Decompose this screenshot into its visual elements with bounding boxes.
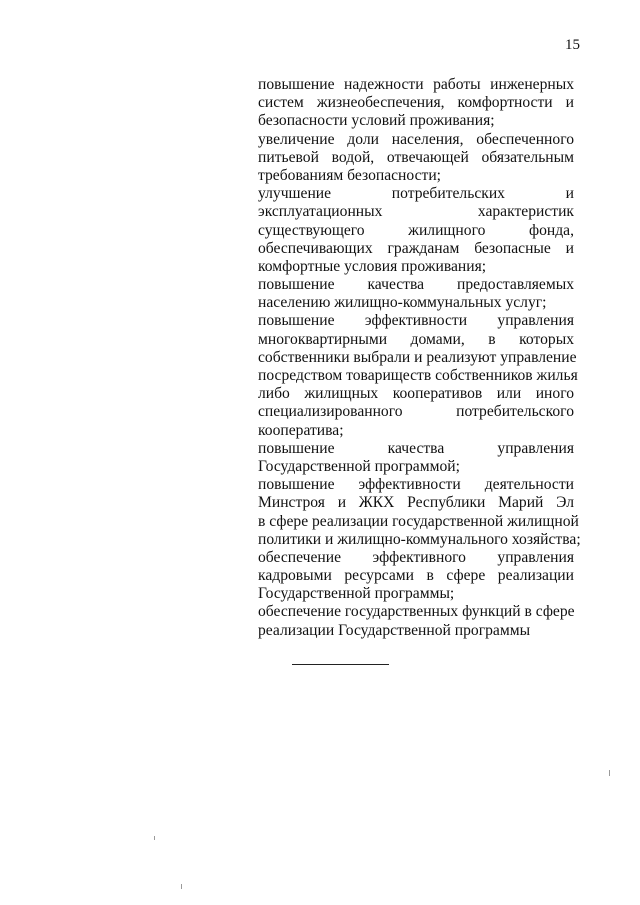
text-line: обеспечение эффективного управления: [258, 548, 574, 566]
text-line: населению жилищно-коммунальных услуг;: [258, 294, 547, 312]
text-line: Государственной программы;: [258, 585, 455, 603]
list-item: [258, 603, 574, 639]
text-line: питьевой водой, отвечающей обязательным: [258, 148, 574, 166]
text-line: существующего жилищного фонда,: [258, 221, 574, 239]
text-line: улучшение потребительских и: [258, 185, 574, 203]
text-line: комфортные условия проживания;: [258, 257, 487, 275]
text-line: кадровыми ресурсами в сфере реализации: [258, 567, 574, 585]
text-line: в сфере реализации государственной жилищной: [258, 512, 579, 530]
text-line: специализированного потребительского: [258, 403, 574, 421]
list-item: [258, 131, 574, 186]
text-line: обеспечение государственных функций в сфере: [258, 603, 575, 621]
scan-speck: [181, 884, 182, 889]
text-line: повышение качества предоставляемых: [258, 276, 574, 294]
text-line: повышение надежности работы инженерных: [258, 76, 574, 93]
page-number: 15: [565, 37, 580, 53]
text-line: посредством товариществ собственников жилья: [258, 367, 578, 384]
text-line: либо жилищных кооперативов или иного: [258, 385, 574, 403]
text-line: увеличение доли населения, обеспеченного: [258, 130, 574, 148]
list-item: [258, 276, 574, 312]
list-item: [258, 76, 574, 131]
scan-speck: [154, 836, 155, 840]
text-line: обеспечивающих гражданам безопасные и: [258, 239, 574, 257]
text-line: реализации Государственной программы: [258, 621, 531, 639]
list-item: [258, 312, 578, 439]
text-line: повышение качества управления: [258, 439, 574, 457]
text-line: Минстроя и ЖКХ Республики Марий Эл: [258, 494, 574, 512]
text-line: повышение эффективности управления: [258, 312, 574, 330]
text-line: собственники выбрали и реализуют управление: [258, 348, 577, 366]
text-line: кооператива;: [258, 421, 344, 439]
text-line: безопасности условий проживания;: [258, 112, 495, 130]
goals-list: [258, 76, 581, 640]
list-item: [258, 476, 581, 549]
text-line: Государственной программой;: [258, 457, 460, 475]
closing-rule: [292, 664, 389, 665]
list-item: [258, 549, 574, 604]
text-line: повышение эффективности деятельности: [258, 476, 574, 494]
text-line: политики и жилищно-коммунального хозяйства;: [258, 530, 581, 548]
list-item: [258, 440, 574, 476]
list-item: [258, 185, 574, 276]
text-line: многоквартирными домами, в которых: [258, 330, 574, 348]
text-line: эксплуатационных характеристик: [258, 203, 574, 221]
scan-speck: [609, 770, 610, 776]
text-line: систем жизнеобеспечения, комфортности и: [258, 94, 574, 112]
text-line: требованиям безопасности;: [258, 166, 441, 184]
